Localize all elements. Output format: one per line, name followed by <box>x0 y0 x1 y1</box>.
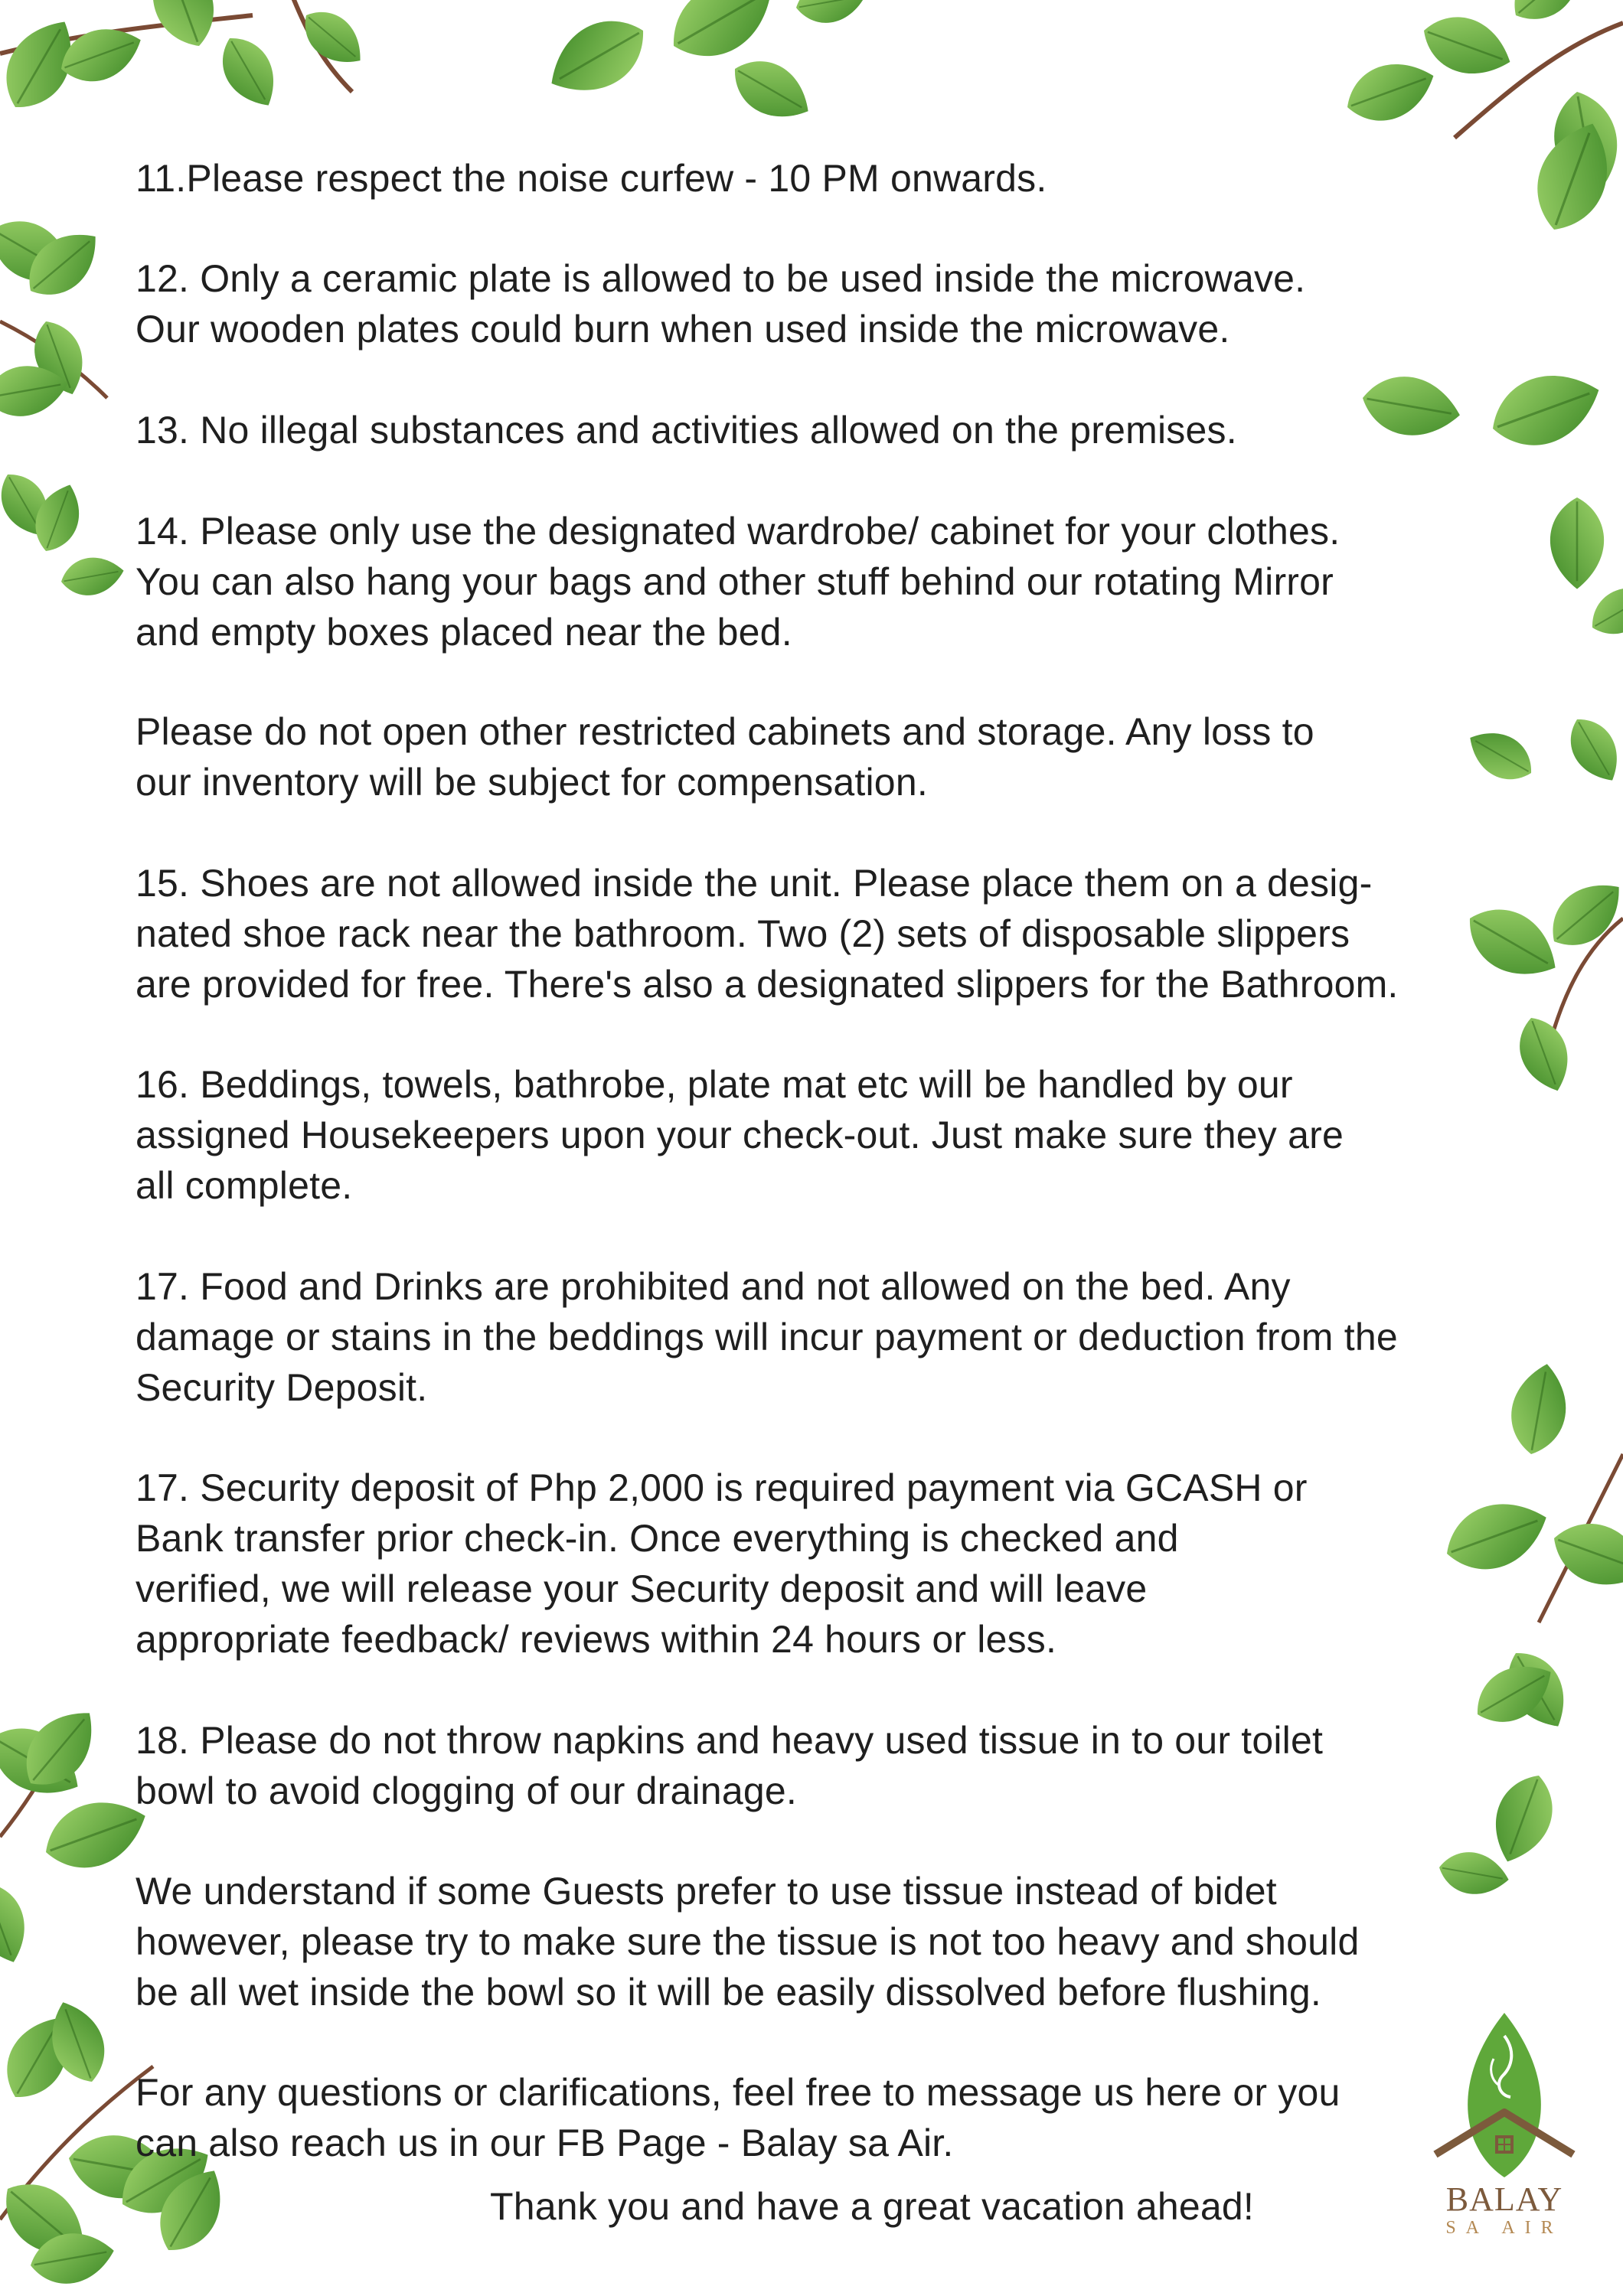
rule-17-food-drinks <box>136 1261 1398 1413</box>
rule-restricted-cabinets <box>136 706 1314 807</box>
rule-line: Bank transfer prior check-in. Once everything is checked and <box>136 1517 1179 1560</box>
leaf-cluster-top-right <box>1338 0 1623 645</box>
rule-line: 11.Please respect the noise curfew - 10 PM onwards. <box>136 157 1047 200</box>
leaf-cluster-left-upper <box>0 207 127 600</box>
closing-message <box>490 2181 1254 2232</box>
brand-tagline: SA AIR <box>1445 2218 1563 2238</box>
leaf-cluster-left-lower <box>0 1696 156 1971</box>
rule-line: assigned Housekeepers upon your check-out. Just make sure they are <box>136 1114 1344 1156</box>
rule-tissue-note <box>136 1866 1359 2017</box>
rule-line: are provided for free. There's also a designated slippers for the Bathroom. <box>136 963 1399 1006</box>
rule-line: Security Deposit. <box>136 1366 428 1409</box>
rule-line: however, please try to make sure the tissue is not too heavy and should <box>136 1920 1360 1963</box>
leaf-cluster-right-lower <box>1435 1359 1623 1900</box>
rule-13-illegal-substances <box>136 405 1237 455</box>
leaf-cluster-right-mid <box>1455 709 1623 1098</box>
rule-11-noise-curfew <box>136 153 1047 204</box>
leaf-cluster-top-left <box>0 0 869 132</box>
rule-line: For any questions or clarifications, feel free to message us here or you <box>136 2071 1341 2114</box>
rule-line: all complete. <box>136 1164 353 1207</box>
rule-line: damage or stains in the beddings will incur payment or deduction from the <box>136 1316 1398 1358</box>
rule-line: Please do not open other restricted cabinets and storage. Any loss to <box>136 710 1314 753</box>
rule-12-microwave <box>136 253 1305 354</box>
rule-line: bowl to avoid clogging of our drainage. <box>136 1769 797 1812</box>
rule-line: Our wooden plates could burn when used inside the microwave. <box>136 308 1230 351</box>
rule-line: nated shoe rack near the bathroom. Two (2) sets of disposable slippers <box>136 912 1350 955</box>
rule-line: 12. Only a ceramic plate is allowed to be used inside the microwave. <box>136 257 1306 300</box>
rule-line: 16. Beddings, towels, bathrobe, plate mat etc will be handled by our <box>136 1063 1293 1106</box>
rule-line: 17. Food and Drinks are prohibited and not allowed on the bed. Any <box>136 1265 1291 1308</box>
closing-line: Thank you and have a great vacation ahead! <box>490 2185 1254 2228</box>
rule-15-shoes <box>136 858 1399 1009</box>
rule-16-beddings <box>136 1059 1344 1211</box>
rule-line: We understand if some Guests prefer to use tissue instead of bidet <box>136 1870 1277 1913</box>
rule-14-wardrobe <box>136 506 1340 657</box>
contact-note <box>136 2067 1341 2168</box>
rule-line: 18. Please do not throw napkins and heavy used tissue in to our toilet <box>136 1719 1324 1762</box>
rule-line: 13. No illegal substances and activities allowed on the premises. <box>136 409 1237 452</box>
rule-18-napkins <box>136 1715 1323 1816</box>
rule-line: 17. Security deposit of Php 2,000 is required payment via GCASH or <box>136 1466 1308 1509</box>
rule-line: 15. Shoes are not allowed inside the unit. Please place them on a desig- <box>136 862 1373 905</box>
rule-line: appropriate feedback/ reviews within 24 hours or less. <box>136 1618 1057 1661</box>
rule-17-security-deposit <box>136 1463 1308 1665</box>
rule-line: You can also hang your bags and other stuff behind our rotating Mirror <box>136 560 1334 603</box>
rule-line: our inventory will be subject for compensation. <box>136 761 928 804</box>
rule-line: 14. Please only use the designated wardrobe/ cabinet for your clothes. <box>136 510 1341 553</box>
brand-name: BALAY <box>1445 2180 1563 2218</box>
rule-line: be all wet inside the bowl so it will be easily dissolved before flushing. <box>136 1971 1321 2014</box>
rule-line: and empty boxes placed near the bed. <box>136 611 792 654</box>
rule-line: verified, we will release your Security deposit and will leave <box>136 1567 1148 1610</box>
rule-line: can also reach us in our FB Page - Balay sa Air. <box>136 2122 954 2164</box>
